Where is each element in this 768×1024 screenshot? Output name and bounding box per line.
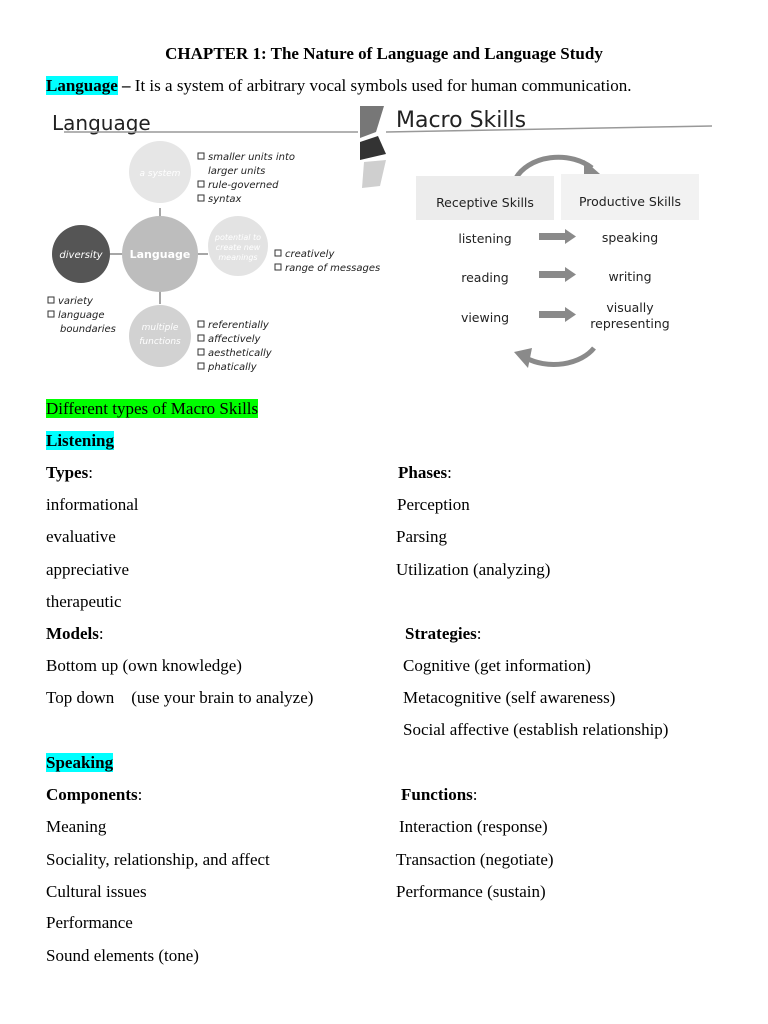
phases-label: Phases: (398, 463, 452, 482)
svg-text:affectively: affectively (208, 334, 261, 345)
svg-text:creatively: creatively (285, 249, 335, 260)
svg-text:representing: representing (590, 316, 670, 331)
strategy-item: Cognitive (get information) (403, 656, 591, 675)
svg-text:language: language (58, 310, 105, 321)
type-item: evaluative (46, 527, 116, 546)
row-arrows (539, 229, 576, 322)
type-item: appreciative (46, 560, 130, 579)
function-item: Interaction (response) (399, 817, 548, 836)
strategy-item: Metacognitive (self awareness) (403, 688, 616, 707)
svg-text:larger units: larger units (208, 166, 266, 177)
language-diagram (44, 104, 390, 380)
model-item: Top down (use your brain to analyze) (46, 688, 314, 707)
function-item: Transaction (negotiate) (396, 850, 554, 869)
functions-label: Functions: (401, 785, 478, 804)
svg-text:Receptive Skills: Receptive Skills (436, 195, 534, 210)
svg-text:writing: writing (608, 269, 652, 284)
language-definition (46, 76, 631, 96)
component-item: Performance (46, 913, 133, 932)
model-item: Bottom up (own knowledge) (46, 656, 242, 675)
svg-text:visually: visually (606, 300, 654, 315)
svg-text:Productive Skills: Productive Skills (578, 194, 682, 209)
phase-item: Utilization (analyzing) (396, 560, 551, 579)
speaking-heading: Speaking (46, 753, 114, 772)
definition-dash: – (117, 76, 135, 95)
svg-text:potential to: potential to (214, 233, 262, 242)
phase-item: Parsing (396, 527, 447, 546)
svg-text:listening: listening (458, 231, 512, 246)
macro-skills-diagram (356, 102, 716, 384)
language-diagram-heading: Language (52, 111, 151, 135)
svg-text:viewing: viewing (460, 310, 510, 325)
component-item: Sound elements (tone) (46, 946, 199, 965)
term-language: Language (46, 76, 118, 95)
svg-text:rule-governed: rule-governed (208, 180, 279, 191)
listening-heading: Listening (46, 431, 115, 450)
svg-text:aesthetically: aesthetically (208, 348, 272, 359)
svg-text:range of messages: range of messages (285, 263, 381, 274)
svg-text:smaller units into: smaller units into (208, 152, 295, 163)
type-item: therapeutic (46, 592, 122, 611)
svg-text:functions: functions (139, 337, 181, 347)
svg-text:create new: create new (215, 243, 261, 252)
svg-text:multiple: multiple (141, 323, 179, 333)
models-label: Models: (46, 624, 104, 643)
svg-text:a system: a system (139, 169, 181, 179)
type-item: informational (46, 495, 139, 514)
functions-bubble (129, 305, 191, 367)
types-label: Types: (46, 463, 93, 482)
svg-text:speaking: speaking (601, 230, 659, 245)
component-item: Meaning (46, 817, 107, 836)
svg-text:boundaries: boundaries (60, 324, 116, 335)
svg-text:meanings: meanings (218, 253, 258, 262)
macro-types-heading: Different types of Macro Skills (46, 399, 259, 418)
page-title: CHAPTER 1: The Nature of Language and Language Study (165, 44, 603, 63)
cycle-arrow-bottom (526, 348, 594, 364)
svg-text:phatically: phatically (208, 362, 257, 373)
component-item: Cultural issues (46, 882, 147, 901)
strategies-label: Strategies: (405, 624, 482, 643)
macro-skills-heading: Macro Skills (396, 108, 527, 133)
svg-text:syntax: syntax (208, 194, 242, 205)
svg-text:reading: reading (461, 270, 509, 285)
definition-text: It is a system of arbitrary vocal symbols used for human communication. (134, 76, 632, 95)
svg-text:referentially: referentially (208, 320, 269, 331)
svg-text:variety: variety (58, 296, 93, 307)
components-label: Components: (46, 785, 143, 804)
phase-item: Perception (397, 495, 470, 514)
strategy-item: Social affective (establish relationship) (403, 720, 669, 739)
svg-text:Language: Language (129, 248, 191, 261)
function-item: Performance (sustain) (396, 882, 546, 901)
svg-text:diversity: diversity (59, 250, 103, 261)
component-item: Sociality, relationship, and affect (46, 850, 270, 869)
